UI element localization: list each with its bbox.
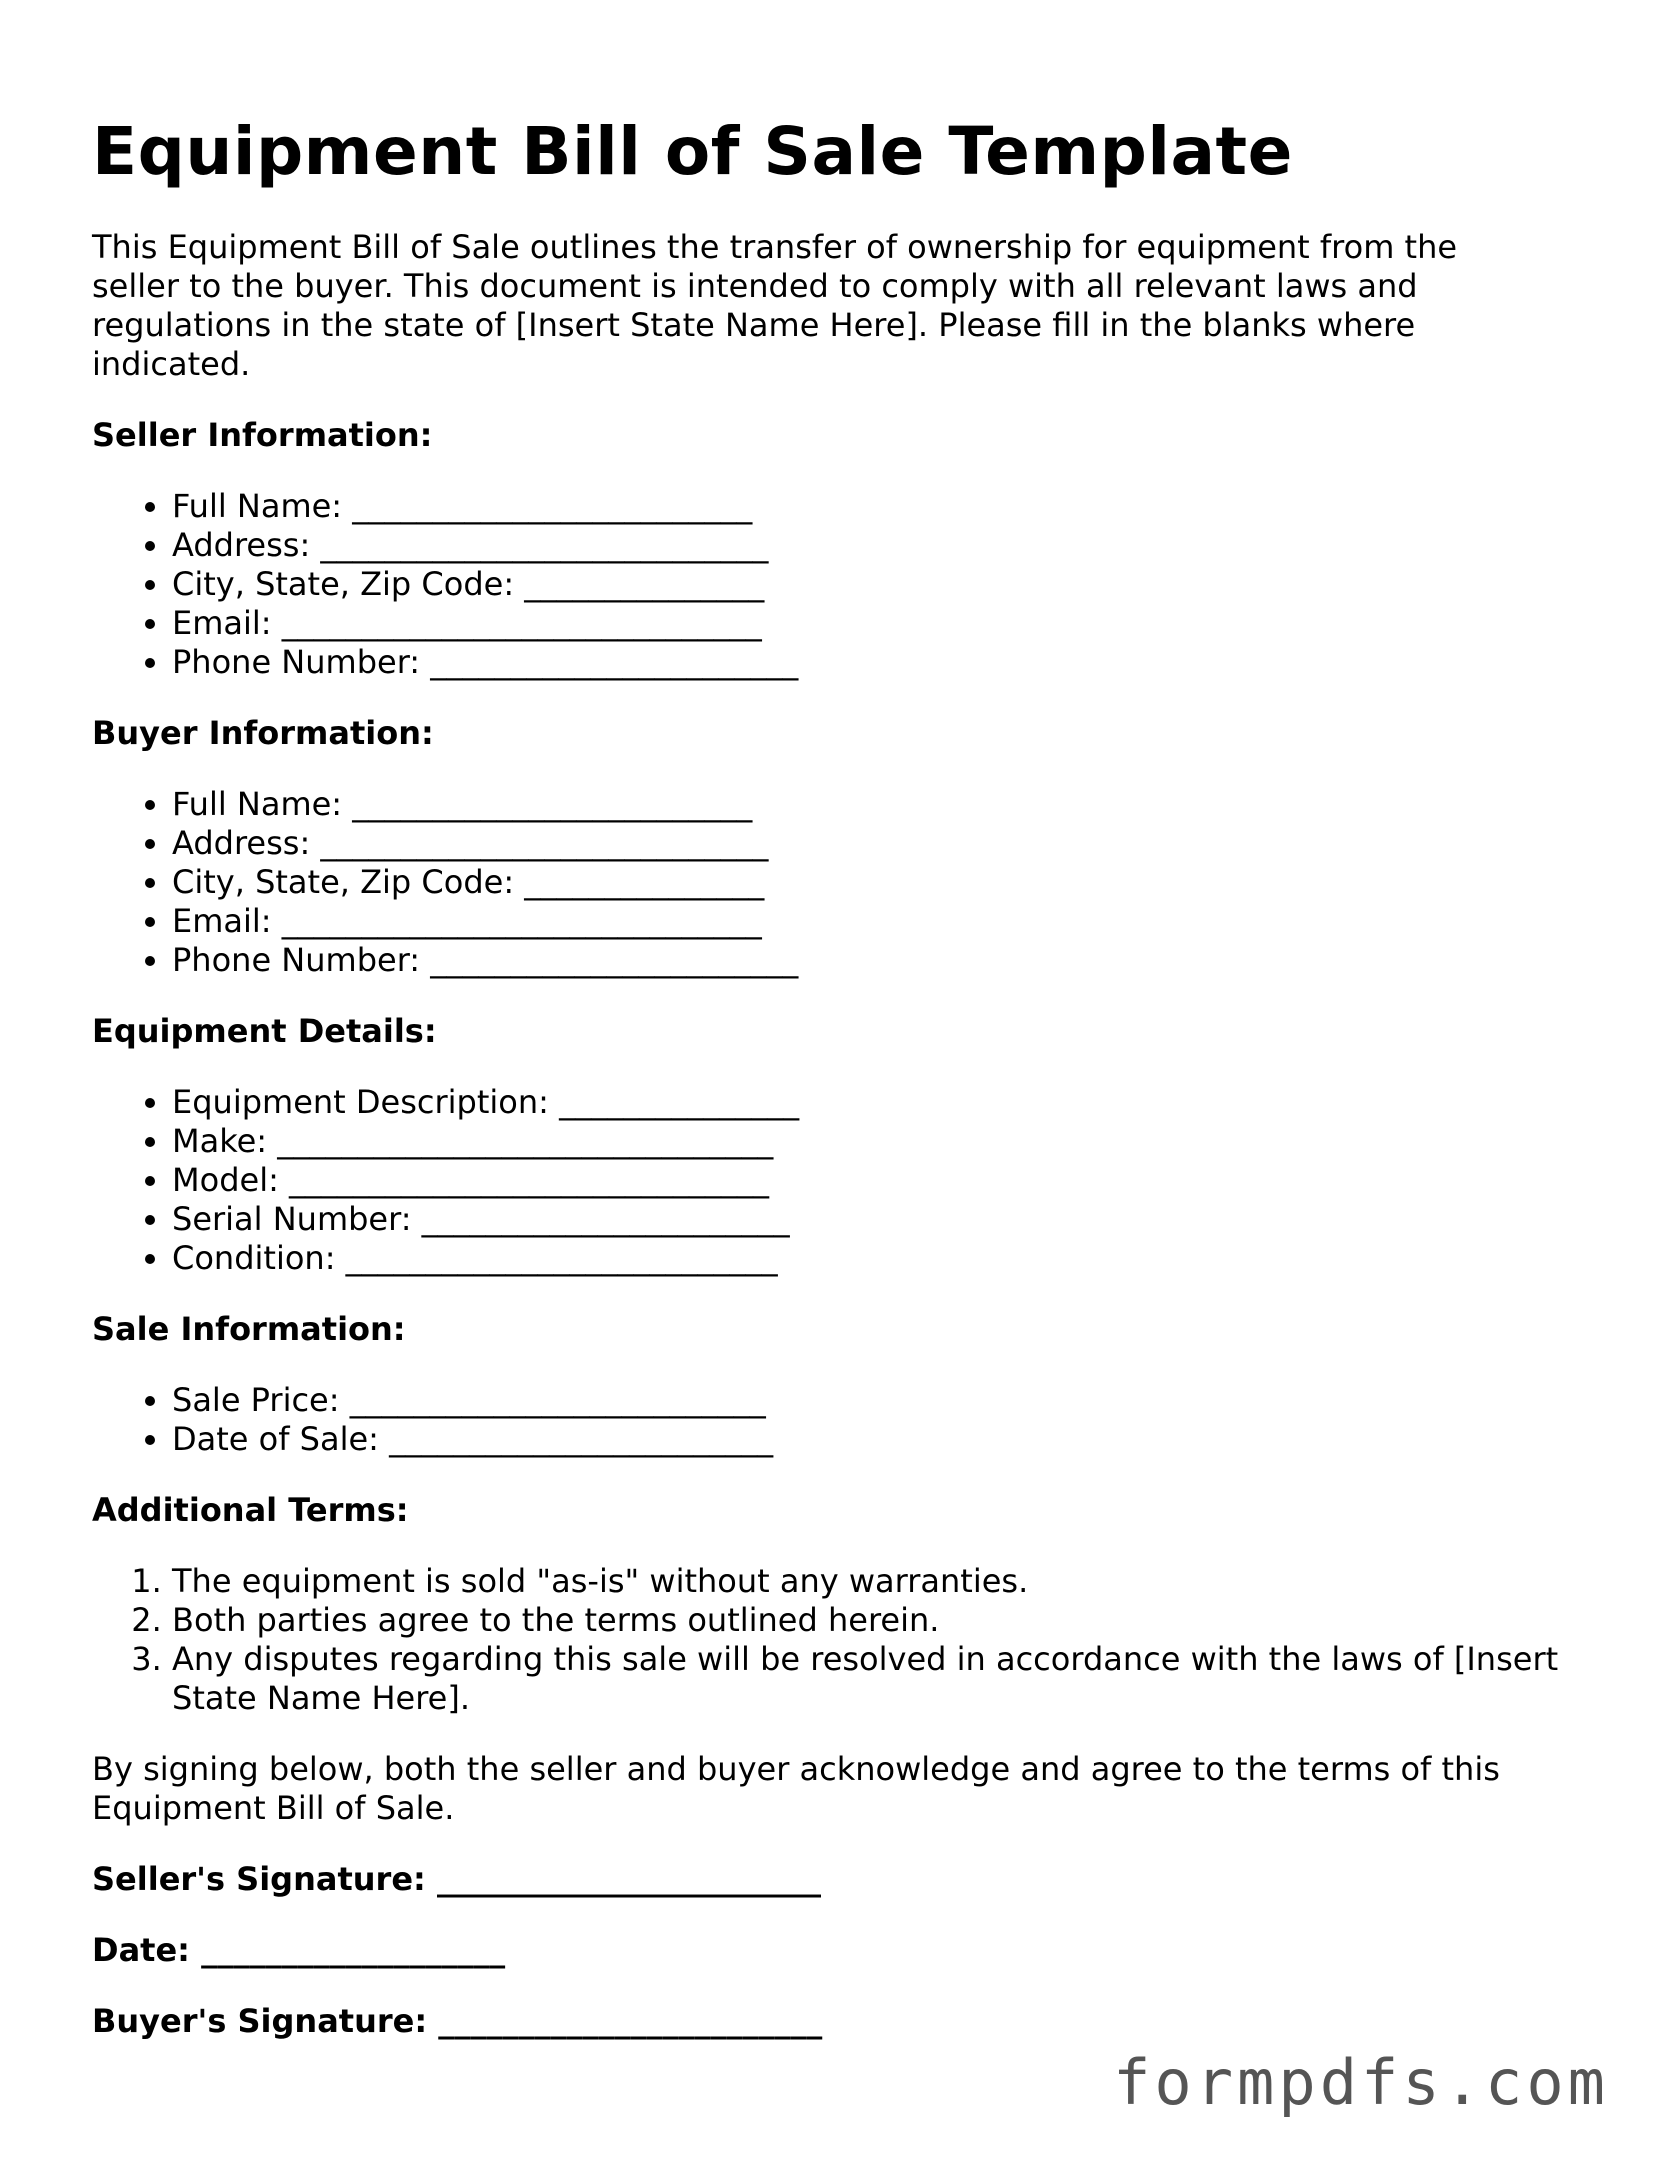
- intro-paragraph: This Equipment Bill of Sale outlines the transfer of ownership for equipment from the seller to the buyer. This document is intended to comply with all relevant laws and regulations in the state of [Insert State Name Here]. Please fill in the blanks where indicated.: [92, 228, 1458, 383]
- equipment-make-field[interactable]: • Make: _______________________________: [172, 1122, 1572, 1161]
- equipment-serial-number-field[interactable]: • Serial Number: _______________________: [172, 1200, 1572, 1239]
- document-page: [92, 112, 1572, 2073]
- equipment-condition-field[interactable]: • Condition: ___________________________: [172, 1239, 1572, 1278]
- seller-address-field[interactable]: • Address: ____________________________: [172, 526, 1572, 565]
- seller-email-field[interactable]: • Email: ______________________________: [172, 604, 1572, 643]
- sale-field-list: [92, 1381, 1572, 1459]
- seller-phone-field[interactable]: • Phone Number: _______________________: [172, 643, 1572, 682]
- buyer-address-field[interactable]: • Address: ____________________________: [172, 824, 1572, 863]
- buyer-city-state-zip-field[interactable]: • City, State, Zip Code: _______________: [172, 863, 1572, 902]
- sale-section-heading: Sale Information:: [92, 1310, 406, 1348]
- equipment-field-list: [92, 1083, 1572, 1278]
- seller-field-list: [92, 487, 1572, 682]
- seller-city-state-zip-field[interactable]: • City, State, Zip Code: _______________: [172, 565, 1572, 604]
- term-item: 2. Both parties agree to the terms outlined herein.: [172, 1601, 1572, 1640]
- term-item: 3. Any disputes regarding this sale will be resolved in accordance with the laws of [Insert State Name Here].: [172, 1640, 1572, 1718]
- buyer-email-field[interactable]: • Email: ______________________________: [172, 902, 1572, 941]
- seller-signature-field[interactable]: Seller's Signature: ________________________: [92, 1860, 821, 1898]
- sale-date-field[interactable]: • Date of Sale: ________________________: [172, 1420, 1572, 1459]
- buyer-signature-field[interactable]: Buyer's Signature: ________________________: [92, 2002, 823, 2040]
- seller-section-heading: Seller Information:: [92, 416, 433, 454]
- page-title: Equipment Bill of Sale Template: [92, 113, 1293, 190]
- buyer-full-name-field[interactable]: • Full Name: _________________________: [172, 785, 1572, 824]
- term-item: 1. The equipment is sold "as-is" without any warranties.: [172, 1562, 1572, 1601]
- watermark: formpdfs.com: [1113, 2046, 1609, 2119]
- terms-list: [92, 1562, 1572, 1718]
- equipment-section-heading: Equipment Details:: [92, 1012, 437, 1050]
- terms-section-heading: Additional Terms:: [92, 1491, 409, 1529]
- sale-price-field[interactable]: • Sale Price: __________________________: [172, 1381, 1572, 1420]
- buyer-phone-field[interactable]: • Phone Number: _______________________: [172, 941, 1572, 980]
- signature-date-field[interactable]: Date: ___________________: [92, 1931, 506, 1969]
- seller-full-name-field[interactable]: • Full Name: _________________________: [172, 487, 1572, 526]
- closing-paragraph: By signing below, both the seller and buyer acknowledge and agree to the terms of this Equipment Bill of Sale.: [92, 1750, 1500, 1827]
- buyer-section-heading: Buyer Information:: [92, 714, 434, 752]
- equipment-description-field[interactable]: • Equipment Description: _______________: [172, 1083, 1572, 1122]
- buyer-field-list: [92, 785, 1572, 980]
- equipment-model-field[interactable]: • Model: ______________________________: [172, 1161, 1572, 1200]
